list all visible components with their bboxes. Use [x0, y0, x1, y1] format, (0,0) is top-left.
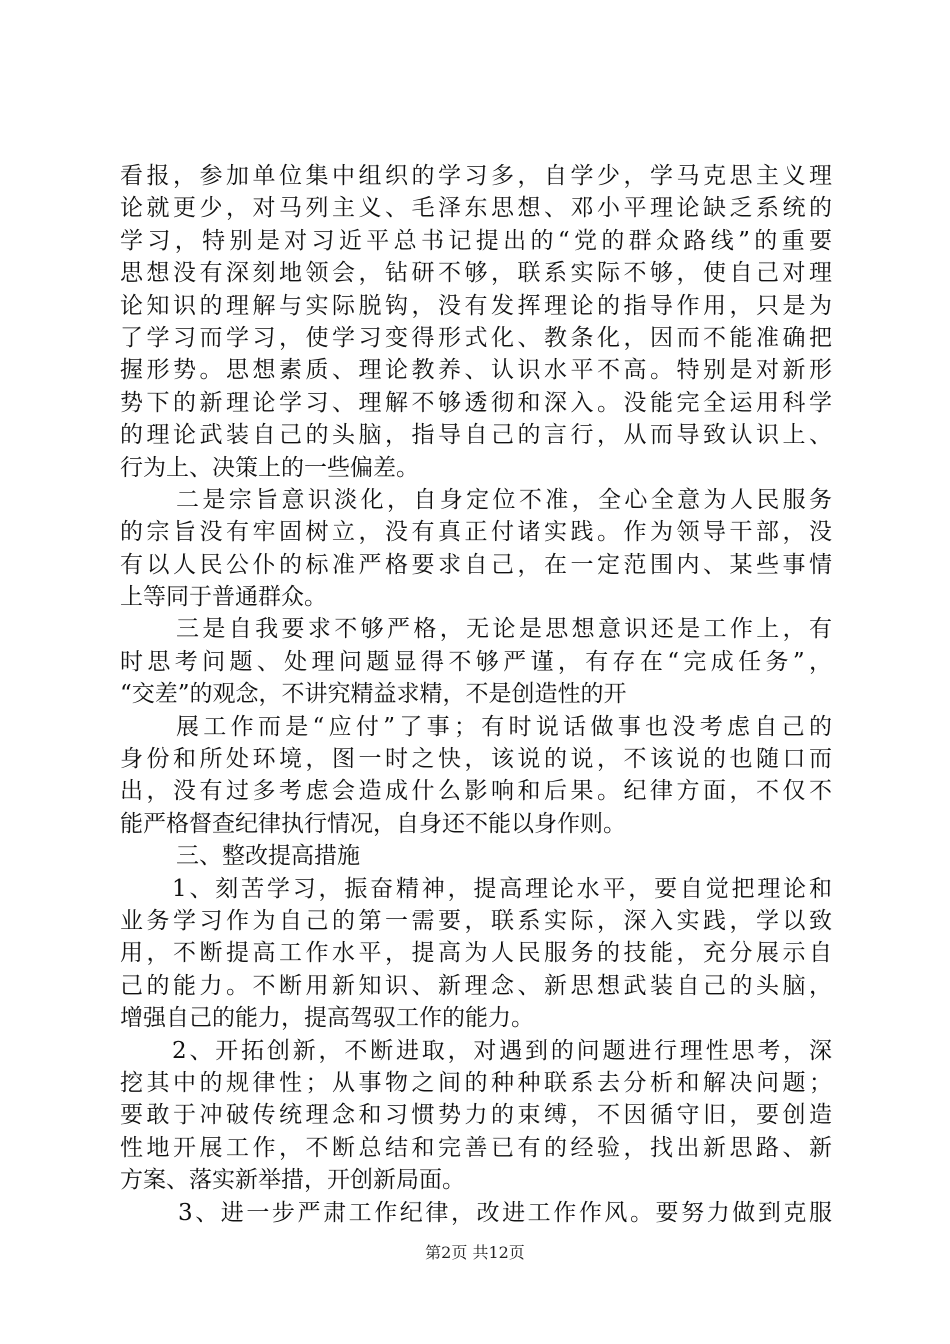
section-heading: 三、整改提高措施: [176, 843, 360, 870]
text-line: 增强自己的能力，提高驾驭工作的能力。: [120, 1005, 534, 1032]
text-line: 方案、落实新举措，开创新局面。: [120, 1167, 465, 1194]
text-line: “交差”的观念，不讲究精益求精，不是创造性的开: [120, 681, 627, 708]
text-line: 思想没有深刻地领会，钻研不够，联系实际不够，使自己对理: [120, 260, 832, 287]
text-line: 性地开展工作，不断总结和完善已有的经验，找出新思路、新: [120, 1134, 832, 1161]
text-line: 要敢于冲破传统理念和习惯势力的束缚，不因循守旧，要创造: [120, 1102, 832, 1129]
paragraph-start-line: 二是宗旨意识淡化，自身定位不准，全心全意为人民服务: [176, 486, 832, 513]
text-line: 握形势。思想素质、理论教养、认识水平不高。特别是对新形: [120, 357, 832, 384]
document-body: [120, 160, 832, 1229]
text-line: 行为上、决策上的一些偏差。: [120, 454, 419, 481]
page-number-footer: 第2页 共12页: [425, 1243, 525, 1262]
text-line: 看报，参加单位集中组织的学习多，自学少，学马克思主义理: [120, 163, 832, 189]
paragraph-start-line: 1、刻苦学习，振奋精神，提高理论水平，要自觉把理论和: [172, 875, 832, 902]
paragraph-start-line: 三是自我要求不够严格，无论是思想意识还是工作上，有: [176, 616, 832, 643]
text-line: 势下的新理论学习、理解不够透彻和深入。没能完全运用科学: [120, 389, 832, 416]
text-line: 上等同于普通群众。: [120, 584, 327, 611]
paragraph-start-line: 2、开拓创新，不断进取，对遇到的问题进行理性思考，深: [172, 1037, 832, 1064]
paragraph-start-line: 3、进一步严肃工作纪律，改进工作作风。要努力做到克服: [178, 1199, 832, 1226]
text-line: 了学习而学习，使学习变得形式化、教条化，因而不能准确把: [120, 324, 832, 351]
text-line: 业务学习作为自己的第一需要，联系实际，深入实践，学以致: [120, 907, 832, 934]
text-line: 身份和所处环境，图一时之快，该说的说，不该说的也随口而: [120, 746, 832, 773]
text-line: 能严格督查纪律执行情况，自身还不能以身作则。: [120, 810, 626, 837]
text-line: 用，不断提高工作水平，提高为人民服务的技能，充分展示自: [120, 940, 832, 967]
text-line: 的理论武装自己的头脑，指导自己的言行，从而导致认识上、: [120, 422, 832, 449]
text-line: 的宗旨没有牢固树立，没有真正付诸实践。作为领导干部，没: [120, 519, 832, 546]
text-line: 时思考问题、处理问题显得不够严谨，有存在“完成任务”，: [120, 648, 832, 675]
text-line: 出，没有过多考虑会造成什么影响和后果。纪律方面，不仅不: [120, 778, 832, 805]
text-line: 挖其中的规律性；从事物之间的种种联系去分析和解决问题；: [120, 1069, 832, 1096]
text-line: 学习，特别是对习近平总书记提出的“党的群众路线”的重要: [120, 227, 832, 254]
text-line: 论就更少，对马列主义、毛泽东思想、邓小平理论缺乏系统的: [120, 195, 832, 222]
text-line: 己的能力。不断用新知识、新理念、新思想武装自己的头脑，: [120, 972, 832, 999]
text-line: 有以人民公仆的标准严格要求自己，在一定范围内、某些事情: [120, 551, 832, 578]
paragraph-start-line: 展工作而是“应付”了事；有时说话做事也没考虑自己的: [176, 713, 832, 740]
text-line: 论知识的理解与实际脱钩，没有发挥理论的指导作用，只是为: [120, 292, 832, 319]
